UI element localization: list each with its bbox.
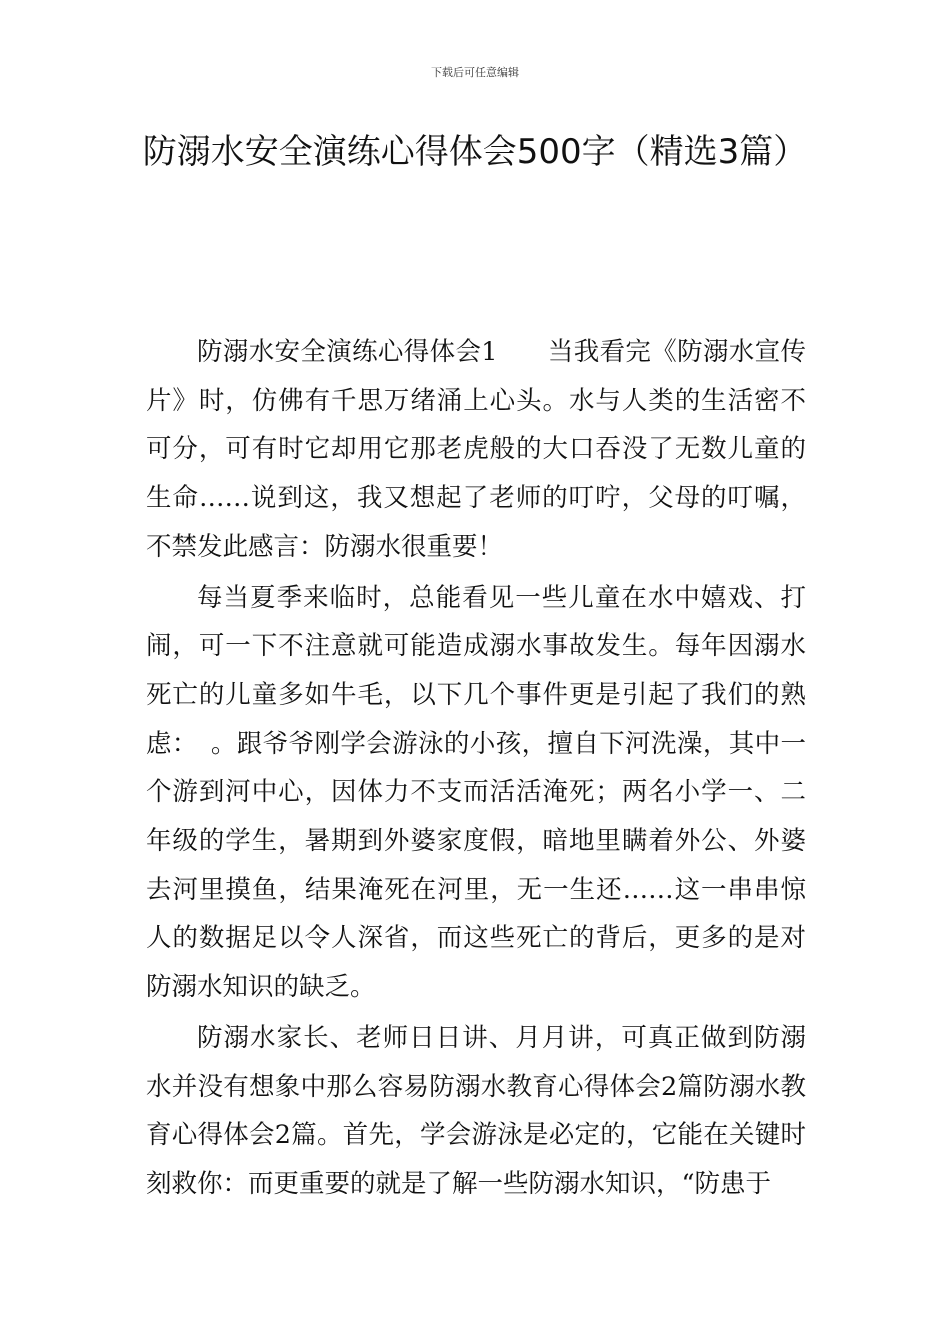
paragraph-2: 每当夏季来临时，总能看见一些儿童在水中嬉戏、打闹，可一下不注意就可能造成溺水事故发生。每年因溺水死亡的儿童多如牛毛，以下几个事件更是引起了我们的熟虑： 。跟爷爷刚学会游泳的小孩，擅自下河洗澡，其中一个游到河中心，因体力不支而活活淹死；两名小学一、二年级的学生，暑期到外婆家度假，暗地里瞒着外公、外婆去河里摸鱼，结果淹死在河里，无一生还……这一串串惊人的数据足以令人深省，而这些死亡的背后，更多的是对防溺水知识的缺乏。	[146, 582, 806, 1003]
document-body	[146, 328, 806, 1211]
paragraph-1-text: 当我看完《防溺水宣传片》时，仿佛有千思万绪涌上心头。水与人类的生活密不可分，可有时它却用它那老虎般的大口吞没了无数儿童的生命……说到这，我又想起了老师的叮咛，父母的叮嘱，不禁发此感言：防溺水很重要！	[146, 337, 806, 562]
section-label: 防溺水安全演练心得体会1	[197, 337, 498, 367]
document-title: 防溺水安全演练心得体会500字（精选3篇）	[142, 132, 808, 172]
paragraph-1	[146, 328, 806, 572]
header-note: 下载后可任意编辑	[431, 66, 519, 79]
paragraph-3: 防溺水家长、老师日日讲、月月讲，可真正做到防溺水并没有想象中那么容易防溺水教育心得体会2篇防溺水教育心得体会2篇。首先，学会游泳是必定的，它能在关键时刻救你：而更重要的就是了解一些防溺水知识，“防患于	[146, 1022, 806, 1199]
